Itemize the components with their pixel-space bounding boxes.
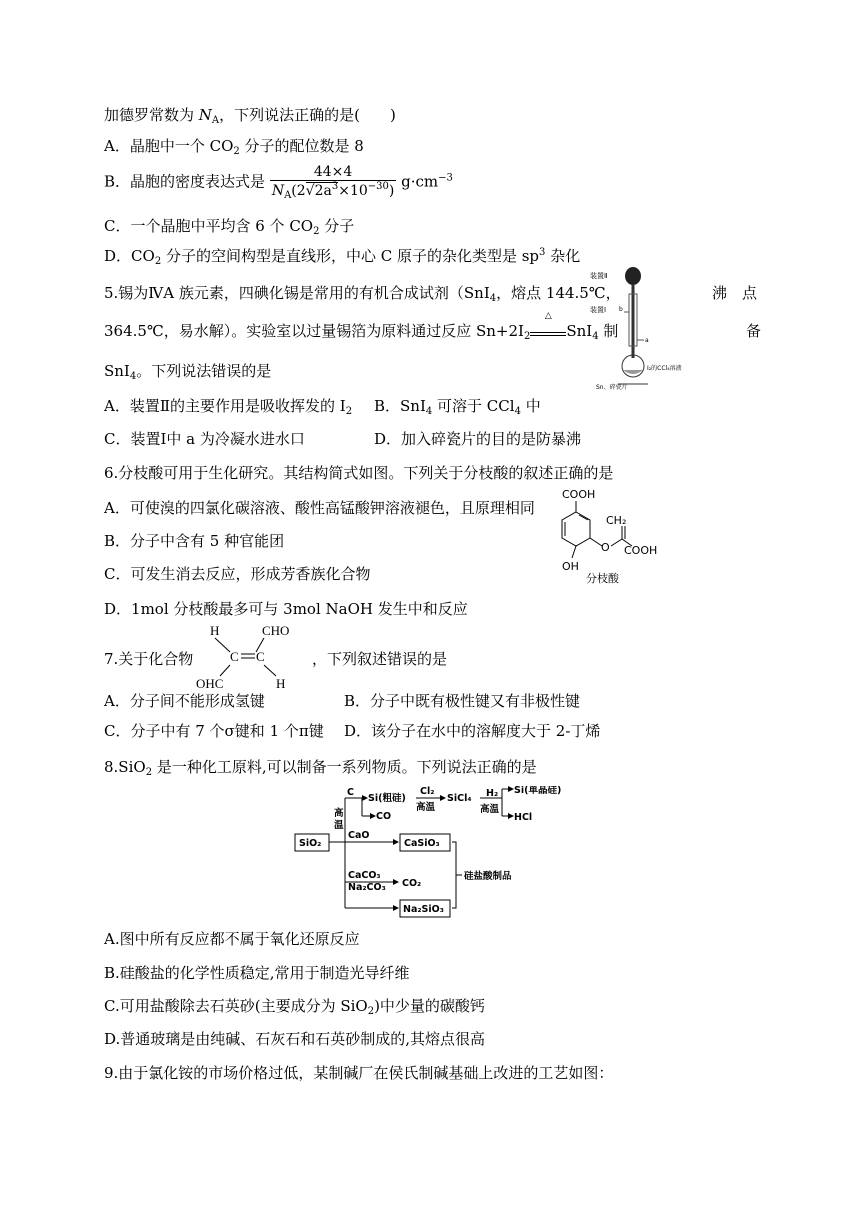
q7-option-b: B．分子中既有极性键又有非极性键 [344,692,581,710]
label-co: CO [376,811,392,822]
q8-option-c: C.可用盐酸除去石英砂(主要成分为 SiO$_2$)中少量的碳酸钙 [104,997,485,1017]
label-co2: CO₂ [402,878,422,889]
label-hcl: HCl [514,812,533,823]
label-cooh-right: COOH [624,544,658,557]
label-na2sio3: Na₂SiO₃ [403,904,444,915]
label-ch2: CH₂ [606,514,627,527]
label-sio2: SiO₂ [299,838,322,849]
reflux-apparatus-figure [588,262,698,390]
q4-option-b: B．晶胞的密度表达式是 $\frac{44\times 4}{N_A(2√2a^3\times 10^{-30})}$ $g\cdot cm^{-3}$ [104,164,453,201]
svg-text:温: 温 [334,820,344,831]
label-caco3: CaCO₃ [348,870,381,881]
atom-h2: H [276,676,286,691]
svg-text:高: 高 [334,808,344,819]
q5-option-d: D．加入碎瓷片的目的是防暴沸 [374,430,582,448]
svg-text:高温: 高温 [480,804,500,815]
flask-liquid [623,370,643,374]
group-cho: CHO [262,623,290,638]
drying-tube-bulb [625,267,641,285]
label-h2: H₂ [486,788,499,799]
q8-option-d: D.普通玻璃是由纯碱、石灰石和石英砂制成的,其熔点很高 [104,1030,486,1048]
label-casio3: CaSiO₃ [404,838,440,849]
q4-stem: 加德罗常数为 $N_A$，下列说法正确的是( ) [104,106,396,126]
q6-option-c: C．可发生消去反应，形成芳香族化合物 [104,565,371,583]
label-na2co3: Na₂CO₃ [348,882,386,893]
q5-option-c: C．装置Ⅰ中 a 为冷凝水进水口 [104,430,305,448]
q5-option-b: B．SnI$_4$ 可溶于 CCl$_4$ 中 [374,397,541,417]
atom-c1: C [230,649,239,664]
q6-option-b: B．分子中含有 5 种官能团 [104,532,285,550]
q5-stem-line2-right: 备 [746,322,762,340]
q4-option-c: C．一个晶胞中平均含 6 个 $CO_2$ 分子 [104,217,355,237]
q7-stem-b: ，下列叙述错误的是 [312,650,448,668]
label-device-1: 装置Ⅰ [590,306,607,314]
q7-stem-a: 7.关于化合物 [104,650,194,668]
label-oh: OH [562,560,579,573]
label-si-single: Si(单晶硅) [514,786,562,796]
q8-option-a: A.图中所有反应都不属于氧化还原反应 [104,930,360,948]
ring [562,512,590,546]
label-name: 分枝酸 [586,572,619,585]
q9-stem: 9.由于氯化铵的市场价格过低，某制碱厂在侯氏制碱基础上改进的工艺如图： [104,1064,614,1082]
label-solution: I₂的CCl₄溶液 [647,365,682,372]
label-c: C [347,787,354,798]
sio2-flow-diagram [290,786,590,920]
label-a: a [645,337,649,344]
q7-option-a: A．分子间不能形成氢键 [104,692,265,710]
label-cl2: Cl₂ [420,786,435,797]
q8-stem: 8.SiO$_2$ 是一种化工原料,可以制备一系列物质。下列说法正确的是 [104,758,537,778]
label-product: 硅盐酸制品 [464,871,512,882]
label-cao: CaO [348,830,370,841]
group-ohc: OHC [196,676,224,691]
q5-stem-line1: 5.锡为ⅣA 族元素，四碘化锡是常用的有机合成试剂（SnI$_4$，熔点 144.5℃， [104,284,621,304]
label-sn: Sn、碎瓷片 [596,384,628,390]
q5-stem-line1-right: 沸 点 [712,284,758,302]
label-device-2: 装置Ⅱ [590,272,608,280]
q4-option-d: D．$CO_2$ 分子的空间构型是直线形，中心 C 原子的杂化类型是 $sp^3$ 杂化 [104,247,581,267]
svg-text:高温: 高温 [416,802,436,813]
q8-option-b: B.硅酸盐的化学性质稳定,常用于制造光导纤维 [104,964,410,982]
label-b: b [619,306,623,313]
density-fraction: $\frac{44\times 4}{N_A(2√2a^3\times 10^{-30})}$ [271,164,395,201]
label-sicl4: SiCl₄ [447,793,472,804]
q5-stem-line2: 364.5℃，易水解）。实验室以过量锡箔为原料通过反应 $Sn+2I_2$ △ SnI$_4$ 制 [104,311,619,342]
q5-option-a: A．装置Ⅱ的主要作用是吸收挥发的 $I_2$ [104,397,353,417]
atom-c2: C [256,649,265,664]
label-si-crude: Si(粗硅) [368,793,406,804]
q7-option-d: D．该分子在水中的溶解度大于 2-丁烯 [344,722,601,740]
molecule-diagram [196,620,312,692]
q7-option-c: C．分子中有 7 个σ键和 1 个π键 [104,722,324,740]
q6-option-a: A．可使溴的四氯化碳溶液、酸性高锰酸钾溶液褪色，且原理相同 [104,499,535,517]
chorismic-acid-structure [546,484,676,588]
label-cooh-top: COOH [562,488,596,501]
label-o: O [601,541,610,554]
q6-stem: 6.分枝酸可用于生化研究。其结构简式如图。下列关于分枝酸的叙述正确的是 [104,464,614,482]
atom-h1: H [210,623,220,638]
q4-option-a: A．晶胞中一个 $CO_2$ 分子的配位数是 8 [104,137,364,157]
q6-option-d: D．1mol 分枝酸最多可与 3mol NaOH 发生中和反应 [104,600,468,618]
q5-stem-line3: SnI$_4$。下列说法错误的是 [104,362,272,382]
